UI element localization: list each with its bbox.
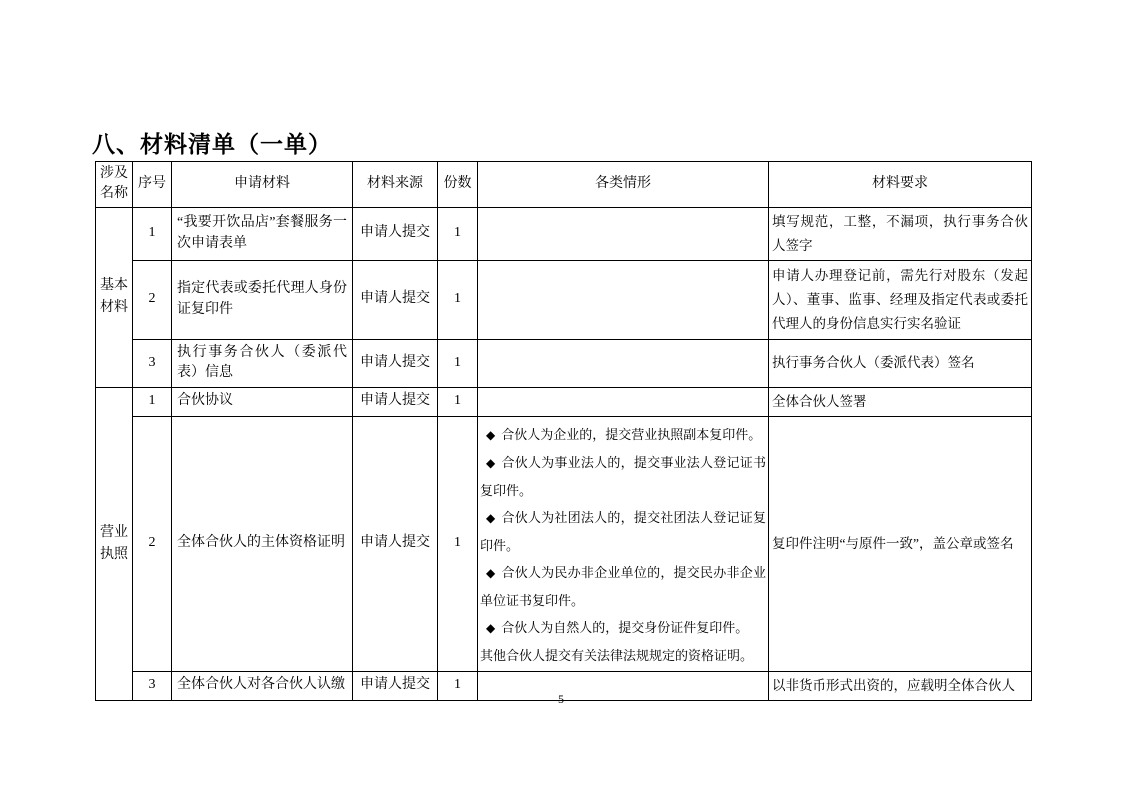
cell-copies: 1: [438, 339, 478, 387]
cell-material: 合伙协议: [172, 387, 353, 416]
case-item: [480, 642, 766, 669]
case-text: 合伙人为社团法人的，提交社团法人登记证复印件。: [480, 509, 766, 553]
table-row: [96, 416, 1032, 671]
cell-requirements: 全体合伙人签署: [769, 387, 1032, 416]
header-requirements: 材料要求: [769, 162, 1032, 208]
diamond-bullet-icon: ◆: [486, 510, 496, 525]
cell-cases: [478, 260, 769, 339]
header-copies: 份数: [438, 162, 478, 208]
case-item: [480, 559, 766, 614]
section-label-business-license: 营业执照: [96, 387, 133, 700]
cell-index: 3: [133, 339, 172, 387]
table-header-row: [96, 162, 1032, 208]
cell-index: 1: [133, 387, 172, 416]
header-cases: 各类情形: [478, 162, 769, 208]
cell-requirements: 填写规范，工整，不漏项，执行事务合伙人签字: [769, 207, 1032, 260]
case-item: [480, 614, 766, 642]
cell-copies: 1: [438, 671, 478, 700]
case-text: 其他合伙人提交有关法律法规规定的资格证明。: [480, 647, 754, 663]
cell-index: 2: [133, 416, 172, 671]
cell-copies: 1: [438, 387, 478, 416]
diamond-bullet-icon: ◆: [486, 427, 496, 442]
header-source: 材料来源: [353, 162, 438, 208]
diamond-bullet-icon: ◆: [486, 620, 496, 635]
cell-copies: 1: [438, 416, 478, 671]
case-text: 合伙人为事业法人的，提交事业法人登记证书复印件。: [480, 454, 766, 498]
table-row: [96, 387, 1032, 416]
cell-source: 申请人提交: [353, 387, 438, 416]
cell-cases: [478, 387, 769, 416]
cell-source: 申请人提交: [353, 207, 438, 260]
cell-source: 申请人提交: [353, 260, 438, 339]
header-index: 序号: [133, 162, 172, 208]
case-text: 合伙人为民办非企业单位的，提交民办非企业单位证书复印件。: [480, 564, 766, 608]
header-material: 申请材料: [172, 162, 353, 208]
case-item: [480, 504, 766, 559]
cell-requirements: 执行事务合伙人（委派代表）签名: [769, 339, 1032, 387]
case-text: 合伙人为企业的，提交营业执照副本复印件。: [501, 426, 762, 442]
case-item: [480, 421, 766, 449]
cell-cases: [478, 339, 769, 387]
table-row: [96, 207, 1032, 260]
table-row: [96, 260, 1032, 339]
cell-requirements: 申请人办理登记前，需先行对股东（发起人）、董事、监事、经理及指定代表或委托代理人的身份信息实行实名验证: [769, 260, 1032, 339]
header-category: 涉及名称: [96, 162, 133, 208]
page-title: 八、材料清单（一单）: [92, 131, 332, 157]
cell-material: 全体合伙人的主体资格证明: [172, 416, 353, 671]
cell-source: 申请人提交: [353, 671, 438, 700]
page-number: 5: [558, 692, 564, 706]
cell-copies: 1: [438, 260, 478, 339]
cell-source: 申请人提交: [353, 416, 438, 671]
cell-material: 指定代表或委托代理人身份证复印件: [172, 260, 353, 339]
diamond-bullet-icon: ◆: [486, 455, 496, 470]
case-text: 合伙人为自然人的，提交身份证件复印件。: [501, 619, 749, 635]
cell-material: 执行事务合伙人（委派代表）信息: [172, 339, 353, 387]
cell-index: 2: [133, 260, 172, 339]
cell-material: “我要开饮品店”套餐服务一次申请表单: [172, 207, 353, 260]
case-item: [480, 449, 766, 504]
cell-material: 全体合伙人对各合伙人认缴: [172, 671, 353, 700]
diamond-bullet-icon: ◆: [486, 565, 496, 580]
section-label-basic-materials: 基本材料: [96, 207, 133, 387]
cell-requirements: 复印件注明“与原件一致”，盖公章或签名: [769, 416, 1032, 671]
cell-cases: [478, 207, 769, 260]
cell-source: 申请人提交: [353, 339, 438, 387]
materials-checklist-table: [95, 161, 1032, 701]
cell-requirements: 以非货币形式出资的，应载明全体合伙人: [769, 671, 1032, 700]
cell-copies: 1: [438, 207, 478, 260]
table-row: [96, 339, 1032, 387]
cell-index: 3: [133, 671, 172, 700]
cell-index: 1: [133, 207, 172, 260]
cell-cases-list: [478, 416, 769, 671]
